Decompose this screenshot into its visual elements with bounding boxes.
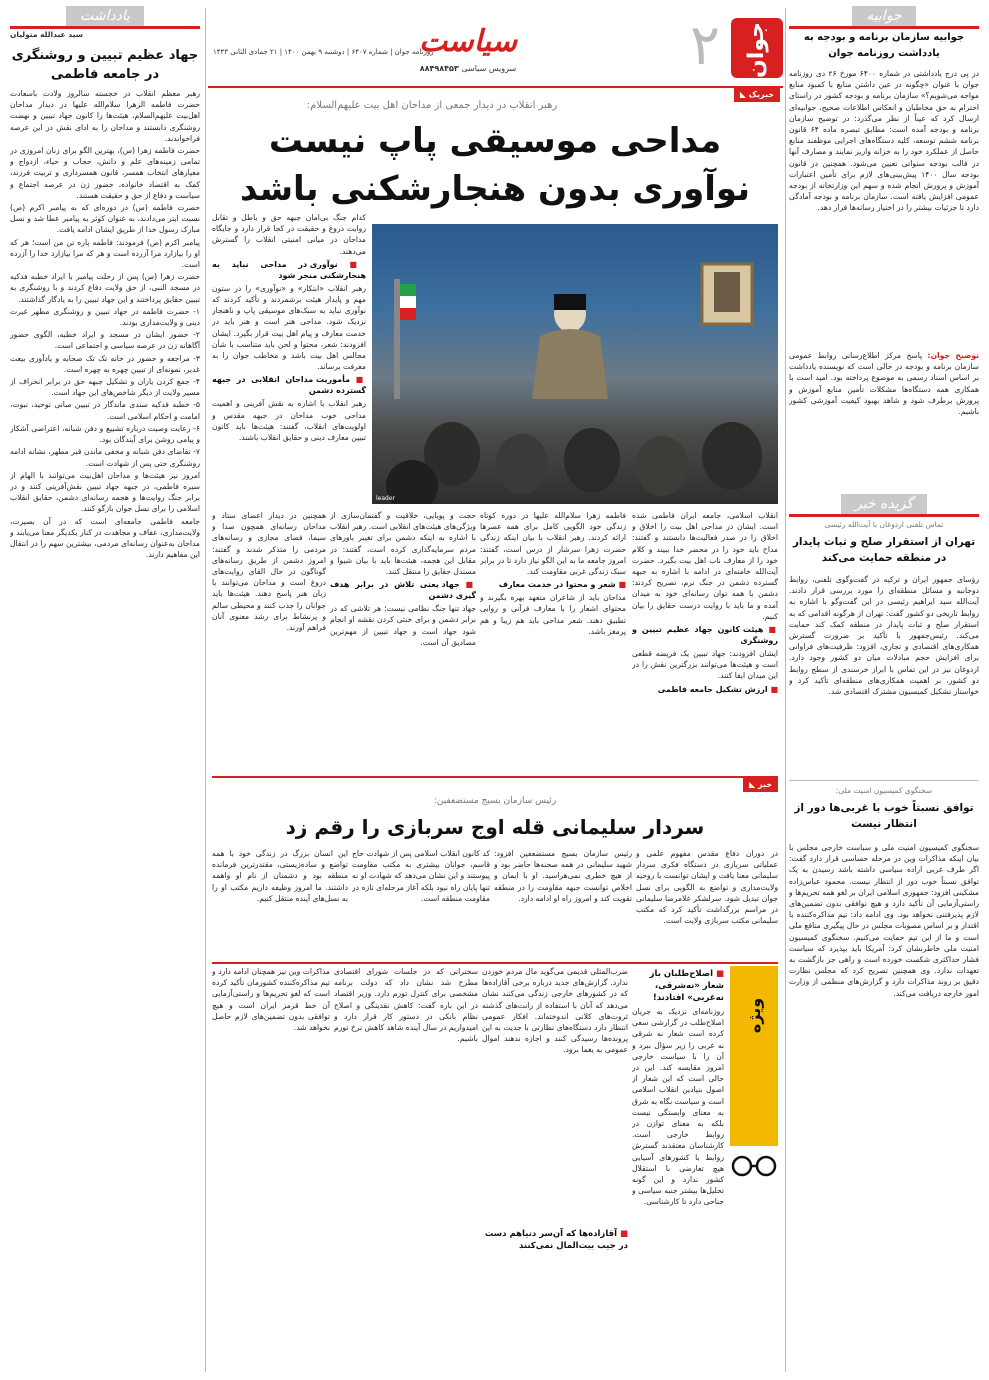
mid-col-3-text: کد کانون انقلاب اسلامی پس از شهادت حاج قاسم، جوانان بیشتری به مکتب مقاومت پیوستند و این نشان می‌دهد که شهادت او نه تنها پایان راه نبود بلکه آغاز مرحله‌ای تازه در مقاومت منطقه است. — [352, 849, 490, 903]
left-body-paragraph: ۳- مراجعه و حضور در خانه تک تک صحابه و یادآوری بیعت غدیر، نمونه‌ای از تبیین چهره به چهره است. — [10, 353, 200, 374]
main-col-d-text: همچنین در دیدار اعضای ستاد و مداحان رسانه‌ای همچون صدا و سیما، فضای مجازی و رسانه‌های مردمی را متذکر شدند و گفتند: امروز دشمن از طریق رسانه‌های گوناگون در حال القای روایت‌های دروغ است و مداحان می‌توانند با زبان هنر پاسخ دهند. هیئت‌ها باید جوانان را جذب کنند و محیطی سالم و پرنشاط برای رشد معنوی آنان فراهم آورند. — [212, 511, 326, 633]
mid-col-2 — [494, 848, 632, 958]
mid-col-2-text: رئیس سازمان بسیج مستضعفین افزود: شهید سلیمانی در همه صحنه‌ها حاضر بود و از هیچ خطری نمی‌هراسید. او با ایمان و اخلاص توانست جبهه مقاومت را در منطقه تقویت کند و امروز راه او ادامه دارد. — [494, 849, 632, 903]
vizhe-box — [730, 966, 778, 1146]
item2-body-text: سخنگوی کمیسیون امنیت ملی و سیاست خارجی مجلس با بیان اینکه مذاکرات وین در مرحله حساسی قرار دارد گفت: اگر طرف غربی اراده سیاسی داشته باشد رسیدن به یک توافق نسبتاً خوب دور از انتظار نیست. محمود عباس‌زاده مشکینی افزود: جمهوری اسلامی ایران بر لغو همه تحریم‌ها و راستی‌آزمایی آن تأکید دارد و هیچ توافقی بدون تضمین‌های لازم پذیرفتنی نخواهد بود. وی ادامه داد: تیم مذاکره‌کننده با اقتدار و بر اساس مصوبات مجلس در حال پیگیری منافع ملی است و ما از این تیم حمایت می‌کنیم. سخنگوی کمیسیون امنیت ملی خاطرنشان کرد: آمریکا باید بپذیرد که سیاست فشار حداکثری شکست خورده است و راهی جز بازگشت به تعهدات ندارد. وی همچنین تصریح کرد که مجلس نظارت دقیق بر روند مذاکرات دارد و گزارش‌های منظمی از وزارت امور خارجه دریافت می‌کند. — [789, 843, 979, 998]
mid-col-1 — [636, 848, 778, 958]
news-tag: خبریک ◣ — [734, 88, 780, 102]
main-col-c-text: حجت و پویایی، خلاقیت و گفتمان‌سازی از ویژگی‌های هیئت‌های انقلابی است. رهبر انقلاب با اشاره به اینکه دشمن برای تغییر باورهای مردم سرمایه‌گذاری کرده است، گفتند: در مقابل این هجمه، هیئت‌ها باید با بیان شیوا و مستدل حقایق را منتقل کنند. — [330, 511, 476, 577]
main-sub-1: ■ نوآوری در مداحی نباید به هنجارشکنی منجر شود — [212, 259, 366, 281]
right-column-header-label: جوابیه — [852, 6, 915, 26]
mid-kicker: رئیس سازمان بسیج مستضعفین: — [433, 796, 557, 806]
left-column-header-label: یادداشت — [66, 6, 144, 26]
masthead-info-text: روزنامه جوان | شماره ۶۴۰۷ | دوشنبه ۹ بهمن ۱۴۰۰ | ۲۱ جمادی الثانی ۱۴۴۳ — [213, 48, 434, 56]
left-body-paragraph: ۷- تقاضای دفن شبانه و مخفی ماندن قبر مطهر، نشانه ادامه روشنگری حتی پس از شهادت است. — [10, 447, 200, 468]
section-phone: ۸۸۴۹۸۴۵۳ — [419, 64, 459, 73]
bottom-col-2 — [482, 966, 628, 1370]
left-title: جهاد عظیم تبیین و روشنگری در جامعه فاطمی — [11, 48, 199, 82]
mid-headline: سردار سلیمانی قله اوج سربازی را رقم زد — [285, 815, 705, 839]
mid-rule — [212, 776, 778, 778]
right-body — [789, 68, 979, 348]
left-body-paragraph: ۵- خطبه فدکیه سندی ماندگار در تبیین مبانی توحید، نبوت، امامت و احکام اسلامی است. — [10, 400, 200, 421]
bottom-col-4 — [212, 966, 330, 1370]
pick-header — [789, 494, 979, 517]
right-column-divider — [785, 8, 786, 1372]
bottom-col-1 — [632, 966, 724, 1370]
main-col-b-text-2: مداحان باید از شاعران متعهد بهره بگیرند و محتوای اشعار را با معارف قرآنی و روایی تطبیق دهند. شعر مداحی باید هم زیبا و هم پرمغز باشد. — [480, 593, 626, 636]
mid-tag: خبر ◣ — [743, 778, 778, 792]
glasses-icon — [730, 1150, 778, 1180]
left-body-paragraph: رهبر معظم انقلاب در خجسته سالروز ولادت باسعادت حضرت فاطمه الزهرا سلام‌الله علیها در دیدار مداحان اهل‌بیت علیهم‌السلام، هیئت‌ها را کانون جهاد تبیین و نهضت روشنگری دانستند و مداحان را به ادای نقش در این عرصه فراخواندند. — [10, 89, 200, 143]
pick-kicker: تماس تلفنی اردوغان با آیت‌الله رئیسی — [824, 520, 944, 529]
masthead-info — [213, 48, 683, 62]
main-col-b-text: فاطمه زهرا سلام‌الله علیها در دوره کوتاه زندگی خود الگویی کامل برای همه عصرها ارائه کردند. رهبر انقلاب با بیان اینکه زندگی حضرت زهرا سرشار از درس است، گفتند: امروز جامعه ما به این الگو نیاز دارد تا در برابر سبک زندگی غربی مقاومت کند. — [480, 511, 626, 577]
photo-illustration — [372, 224, 778, 504]
bottom-rule — [212, 962, 778, 964]
left-author: سید عبدالله متولیان — [10, 30, 84, 39]
main-body-1: رهبر انقلاب «ابتکار» و «نوآوری» را در ستون مهم و پایدار هیئت برشمردند و تأکید کردند که نوآوری نباید به سبک‌های موسیقی پاپ و ناهنجار نزدیک شود. مداحی هنر است و هنر باید در خدمت معارف و پیام اهل بیت قرار بگیرد. ایشان افزودند: شعر، محتوا و لحن باید متناسب با شأن مجالس اهل بیت باشد و مخاطب جوان را به معرفت برساند. — [212, 283, 366, 372]
left-body-paragraph: حضرت فاطمه زهرا (س)، بهترین الگو برای زنان امروزی در تمامی زمینه‌های علم و دانش، حجاب و حیاء، ازدواج و معیارهای انتخاب همسر، قانون همسرداری و تربیت فرزند، کمک به اقتصاد خانواده، حضور زن در عرصه اجتماع و سیاست و دفاع از حق و حقیقت هستند. — [10, 146, 200, 200]
masthead — [208, 10, 783, 90]
masthead-rule — [208, 86, 783, 88]
left-body-paragraph: ۱- حضرت فاطمه در جهاد تبیین و روشنگری مظهر غیرت دینی و ولایت‌مداری بودند. — [10, 306, 200, 328]
main-headline-1: مداحی موسیقی پاپ نیست — [268, 121, 722, 161]
bottom-col-4-text: مذاکرات وین نیز همچنان ادامه دارد و تیم مذاکره‌کننده کشورمان تأکید کرده است که لغو تحریم‌ها و راستی‌آزمایی آن خط قرمز ایران است و هیچ توافقی بدون تضمین‌های لازم حاصل نخواهد شد. — [212, 967, 330, 1033]
bottom-item-2-title: ■ آقازاده‌ها که آن‌سر دنیاهم دست در جیب بیت‌المال نمی‌کنند — [482, 1228, 628, 1252]
main-body-2: رهبر انقلاب با اشاره به نقش آفرینی و اهمیت مداحی خوب مداحان در جبهه مقدس و اولویت‌های انقلاب، گفتند: هیئت‌ها باید کانون تبیین معارف دینی و حقایق انقلاب باشند. — [212, 399, 366, 443]
bottom-item-1-body: روزنامه‌ای نزدیک به جریان اصلاح‌طلب در گزارشی سعی کرده است شعار نه شرقی نه غربی را زیر سؤال ببرد و آن را با سیاست خارجی امروز مقایسه کند. این در حالی است که این شعار از اصول بنیادین انقلاب اسلامی است و سیاست نگاه به شرق به معنای وابستگی نیست بلکه به معنای توازن در روابط خارجی است. کارشناسان معتقدند گسترش روابط با کشورهای آسیایی هیچ تعارضی با استقلال کشور ندارد و این گونه تحلیل‌ها بیشتر جنبه سیاسی و جناحی دارد تا کارشناسی. — [632, 1007, 724, 1207]
news-tag-label: خبریک — [748, 90, 774, 99]
item2-body — [789, 842, 979, 1370]
bottom-item-1-title: ■ اصلاح‌طلبان باز شعار «نه‌شرقی، نه‌غربی» افتادند! — [632, 968, 724, 1004]
logo-word: جوان — [744, 22, 769, 78]
left-body-paragraph: حضرت زهرا (س) پس از رحلت پیامبر با ایراد خطبه فدکیه در مسجد النبی، از حق ولایت دفاع کردند و با روشنگری به تبیین حقایق پرداختند و این جهاد تبیین را به یادگار گذاشتند. — [10, 272, 200, 304]
main-col-d — [212, 510, 326, 770]
vizhe-label: ویژه — [744, 997, 764, 1034]
page-number: ۲ — [689, 14, 721, 78]
leader-photo — [372, 224, 778, 504]
pick-divider — [789, 780, 979, 781]
left-body — [10, 88, 200, 1370]
left-body-paragraph: جامعه فاطمی جامعه‌ای است که در آن بصیرت، ولایت‌مداری، عفاف و مجاهدت در کنار یکدیگر معنا می‌یابند و مداحان به‌عنوان رسانه‌ای مردمی، بیشترین سهم را در انتقال این مفاهیم دارند. — [10, 516, 200, 560]
right-reply-text: پاسخ مرکز اطلاع‌رسانی روابط عمومی سازمان برنامه و بودجه در حالی است که نویسنده یادداشت بر اساس اسناد رسمی به موضوع پرداخته بود. امید است با همکاری همه دستگاه‌ها مشکلات تأمین منابع آموزش و پرورش برطرف شود و شاهد بهبود کیفیت آموزشی کشور باشیم. — [789, 351, 979, 417]
main-col-a-sub: ■ هیئت کانون جهاد عظیم تبیین و روشنگری — [632, 624, 778, 646]
bottom-item-2-lead: ضرب‌المثلی قدیمی می‌گوید مال مردم خوردن ندارد. گزارش‌های جدید درباره برخی آقازاده‌ها که در کشورهای خارجی زندگی می‌کنند نشان می‌دهد که آنان با استفاده از رانت‌های گذشته ثروت‌های کلانی اندوخته‌اند. افکار عمومی انتظار دارد دستگاه‌های نظارتی با جدیت به این پرونده‌ها رسیدگی کنند و اجازه ندهند اموال عمومی به یغما برود. — [482, 967, 628, 1055]
item2-kicker: سخنگوی کمیسیون امنیت ملی: — [835, 786, 933, 795]
section-sub-label: سرویس سیاسی — [461, 64, 517, 73]
pick-body-text: رؤسای جمهور ایران و ترکیه در گفت‌وگوی تلفنی، روابط دوجانبه و مسائل منطقه‌ای را مورد بررسی قرار دادند. آیت‌الله سید ابراهیم رئیسی در این گفت‌وگو با اشاره به روابط تاریخی دو کشور گفت: تهران از هرگونه اقدامی که به استقرار صلح و ثبات پایدار در منطقه کمک کند حمایت می‌کند. رئیس‌جمهور با تأکید بر ضرورت گسترش همکاری‌های اقتصادی و تجاری، افزود: ظرفیت‌های فراوانی برای افزایش حجم مبادلات میان دو کشور وجود دارد. اردوغان نیز در این تماس با ابراز خرسندی از سطح روابط دو کشور، بر اهمیت همکاری‌های منطقه‌ای تأکید کرد و خواستار تشکیل کمیسیون مشترک اقتصادی شد. — [789, 575, 979, 697]
bottom-col-3 — [334, 966, 478, 1370]
main-col-a-text-2: ایشان افزودند: جهاد تبیین یک فریضه قطعی است و هیئت‌ها می‌توانند بزرگترین نقش را در این میدان ایفا کنند. — [632, 649, 778, 681]
main-col-a-text: انقلاب اسلامی، جامعه ایران فاطمی شده است. ایشان در مداحی اهل بیت را اخلاق و اخلاق را در صدر فعالیت‌ها دانستند و گفتند: مداح باید خود را در محضر خدا ببیند و کلام خود را از معارف ناب اهل بیت بگیرد. حضرت آیت‌الله خامنه‌ای در ادامه با اشاره به جبهه گسترده دشمن در جنگ نرم، تصریح کردند: دشمن با همه توان رسانه‌ای خود به میدان آمده و ما باید با روایت درست حقایق را بیان کنیم. — [632, 511, 778, 621]
left-body-paragraph: حضرت فاطمه (س) در دوره‌ای که به پیامبر اکرم (ص) نسبت ابتر می‌دادند، به عنوان کوثر به پیامبر عطا شد و نسل مبارک رسول خدا از طریق ایشان ادامه یافت. — [10, 203, 200, 235]
mid-col-3 — [352, 848, 490, 958]
pick-title: تهران از استقرار صلح و ثبات پایدار در منطقه حمایت می‌کند — [792, 536, 976, 564]
left-body-paragraph: امروز نیز هیئت‌ها و مداحان اهل‌بیت می‌توانند با الهام از سیره فاطمی، در جبهه جهاد تبیین نقش‌آفرینی کنند و در برابر جنگ روایت‌ها و هجمه رسانه‌ای دشمن، حقایق انقلاب اسلامی را برای نسل جوان بازگو کنند. — [10, 470, 200, 514]
left-column-divider — [205, 8, 206, 1372]
main-col-b — [480, 510, 626, 770]
left-body-paragraph: پیامبر اکرم (ص) فرمودند: فاطمه پاره تن من است؛ هر که او را بیازارد مرا آزرده است و هر که مرا بیازارد خدا را آزرده است. — [10, 237, 200, 270]
main-col-a-sub-2: ■ ارزش تشکیل جامعه فاطمی — [632, 684, 778, 695]
main-intro: کدام جنگ بی‌امان جبهه حق و باطل و تقابل روایت دروغ و حقیقت در کجا قرار دارد و جایگاه مداحان در میانی امنیتی انقلاب را گسترش می‌دهند. — [212, 213, 366, 256]
javan-logo — [731, 18, 783, 78]
bottom-col-3-text: سخنرانی که در جلسات شورای اقتصادی مطرح شد نشان داد که دولت برنامه مشخصی برای کنترل تورم دارد. وزیر اقتصاد در این باره گفت: کاهش نقدینگی و اصلاح نظام بانکی در دستور کار قرار دارد و امیدواریم در سال آینده شاهد کاهش نرخ تورم باشیم. — [334, 967, 478, 1044]
mid-col-4 — [212, 848, 348, 958]
left-body-paragraph: ۶- رعایت وصیت درباره تشییع و دفن شبانه، اعتراضی آشکار و پیامی روشن برای آیندگان بود. — [10, 423, 200, 445]
section-name: سیاست — [419, 24, 517, 59]
left-body-paragraph: ۲- حضور ایشان در مسجد و ایراد خطبه، الگوی حضور آگاهانه زن در عرصه سیاسی و اجتماعی است. — [10, 330, 200, 351]
main-kicker: رهبر انقلاب در دیدار جمعی از مداحان اهل بیت علیهم‌السلام: — [306, 100, 558, 111]
right-column-header — [789, 6, 979, 29]
main-col-c-sub: ■ جهاد یعنی تلاش در برابر هدف گیری دشمن — [330, 579, 476, 601]
pick-body — [789, 574, 979, 774]
main-intro-col — [212, 212, 366, 504]
main-col-c-text-2: جهاد تنها جنگ نظامی نیست؛ هر تلاشی که در برابر دشمن و برای خنثی کردن نقشه او انجام شود جهاد است و جهاد تبیین از مهم‌ترین مصادیق آن است. — [330, 604, 476, 647]
main-col-c — [330, 510, 476, 770]
main-col-a — [632, 510, 778, 770]
right-body-text: در پی درج یادداشتی در شماره ۶۴۰۰ مورخ ۲۶ دی روزنامه جوان با عنوان «چگونه در عین داشتن منابع با کمبود منابع مواجه می‌شویم؟» سازمان برنامه و بودجه کشور در راستای احترام به حق مخاطبان و انعکاس اطلاعات صحیح، جوابیه‌ای ارسال کرد که عیناً از نظر می‌گذرد: در توضیح سازمان برنامه و بودجه آمده است: مطابق تبصره ماده ۶۴ قانون برنامه ششم توسعه، کلیه دستگاه‌های اجرایی موظفند منابع حاصل از عملکرد خود را به خزانه واریز نمایند و مصارف آنها در قالب بودجه سنواتی تعیین می‌شود. همچنین در قانون بودجه سال ۱۴۰۰ پیش‌بینی‌های لازم برای تأمین اعتبارات آموزش و پرورش انجام شده و سهم این وزارتخانه از بودجه عمومی افزایش یافته است. سازمان برنامه و بودجه آمادگی دارد تا جزئیات بیشتر را در اختیار رسانه‌ها قرار دهد. — [789, 69, 979, 213]
mid-tag-label: خبر — [757, 780, 772, 789]
left-column-header — [10, 6, 200, 29]
pick-header-label: گزیده خبر — [841, 494, 927, 514]
section-sub — [393, 64, 543, 76]
main-col-b-sub: ■ شعر و محتوا در خدمت معارف — [480, 579, 626, 590]
left-body-paragraph: ۴- جمع کردن یاران و تشکیل جبهه حق در برابر انحراف از مسیر ولایت از دیگر شاخص‌های این جهاد است. — [10, 377, 200, 398]
right-reply — [789, 350, 979, 490]
right-reply-label: توضیح جوان: — [927, 351, 979, 360]
mid-col-4-text: این انسان بزرگ در زندگی خود با همه تواضع و ساده‌زیستی، مقتدرترین فرمانده منطقه بود و دشمنان از نام او واهمه داشتند. ما امروز وظیفه داریم مکتب او را به نسل‌های آینده منتقل کنیم. — [212, 849, 348, 903]
photo-caption: leader — [376, 495, 396, 502]
mid-col-1-text: در دوران دفاع مقدس مفهوم علمی و عملیاتی سربازی در دستگاه فکری سردار سلیمانی معنا یافت و ایشان توانست با روحیه ولایت‌مداری و تواضع به الگویی برای نسل جوان تبدیل شود. سرلشکر غلامرضا سلیمانی در مراسم بزرگداشت تأکید کرد که مکتب سلیمانی مکتب سربازی ولایت است. — [636, 849, 778, 926]
main-headline-2: نوآوری بدون هنجارشکنی باشد — [239, 169, 751, 209]
main-sub-2: ■ مأموریت مداحان انقلابی در جبهه گسترده دشمن — [212, 374, 366, 396]
right-title: جوابیه سازمان برنامه و بودجه به یادداشت روزنامه جوان — [803, 32, 965, 59]
item2-title: توافق نسبتاً خوب با غربی‌ها دور از انتظار نیست — [794, 802, 974, 830]
